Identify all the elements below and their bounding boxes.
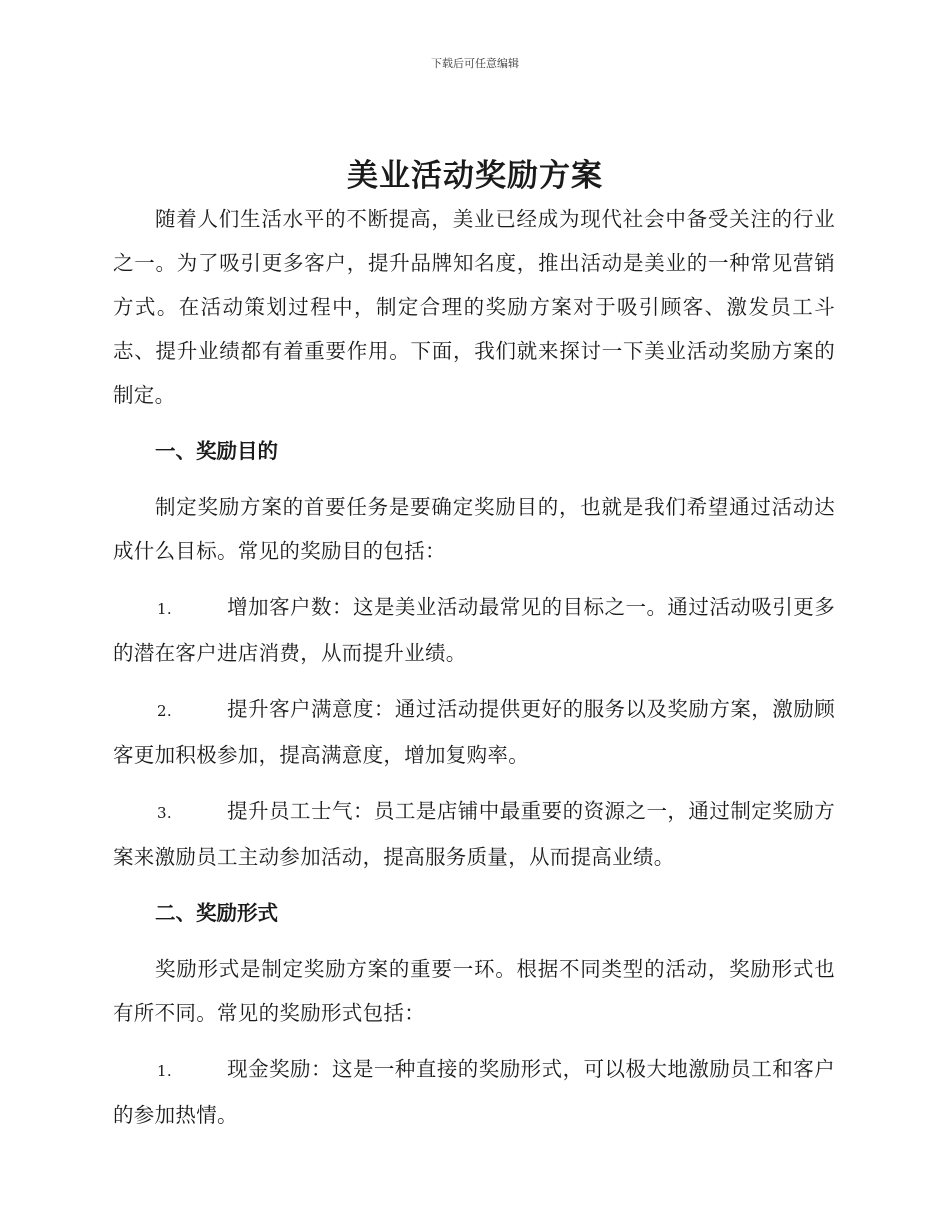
- document-body: [113, 197, 835, 1149]
- list-item-text: 现金奖励：这是一种直接的奖励形式，可以极大地激励员工和客户的参加热情。: [113, 1057, 835, 1127]
- purpose-paragraph: 制定奖励方案的首要任务是要确定奖励目的，也就是我们希望通过活动达成什么目标。常见的奖励目的包括：: [113, 495, 835, 563]
- list-item-text: 增加客户数：这是美业活动最常见的目标之一。通过活动吸引更多的潜在客户进店消费，从而提升业绩。: [113, 595, 835, 665]
- document-title: 美业活动奖励方案: [347, 158, 603, 194]
- list-item: [113, 1047, 835, 1137]
- section-heading-form: 二、奖励形式: [155, 901, 278, 925]
- header-note: 下载后可任意编辑: [431, 57, 519, 70]
- form-paragraph: 奖励形式是制定奖励方案的重要一环。根据不同类型的活动，奖励形式也有所不同。常见的奖励形式包括：: [113, 957, 835, 1025]
- list-item-text: 提升客户满意度：通过活动提供更好的服务以及奖励方案，激励顾客更加积极参加，提高满意度，增加复购率。: [113, 697, 835, 767]
- list-item: [113, 789, 835, 879]
- section-heading-purpose: 一、奖励目的: [155, 439, 278, 463]
- list-item: [113, 687, 835, 777]
- list-number: 3.: [157, 804, 172, 822]
- list-number: 1.: [157, 600, 172, 618]
- list-item: [113, 585, 835, 675]
- list-number: 2.: [157, 702, 172, 720]
- list-number: 1.: [157, 1062, 172, 1080]
- list-item-text: 提升员工士气：员工是店铺中最重要的资源之一，通过制定奖励方案来激励员工主动参加活动，提高服务质量，从而提高业绩。: [113, 799, 835, 869]
- intro-paragraph: 随着人们生活水平的不断提高，美业已经成为现代社会中备受关注的行业之一。为了吸引更多客户，提升品牌知名度，推出活动是美业的一种常见营销方式。在活动策划过程中，制定合理的奖励方案对于吸引顾客、激发员工斗志、提升业绩都有着重要作用。下面，我们就来探讨一下美业活动奖励方案的制定。: [113, 207, 835, 407]
